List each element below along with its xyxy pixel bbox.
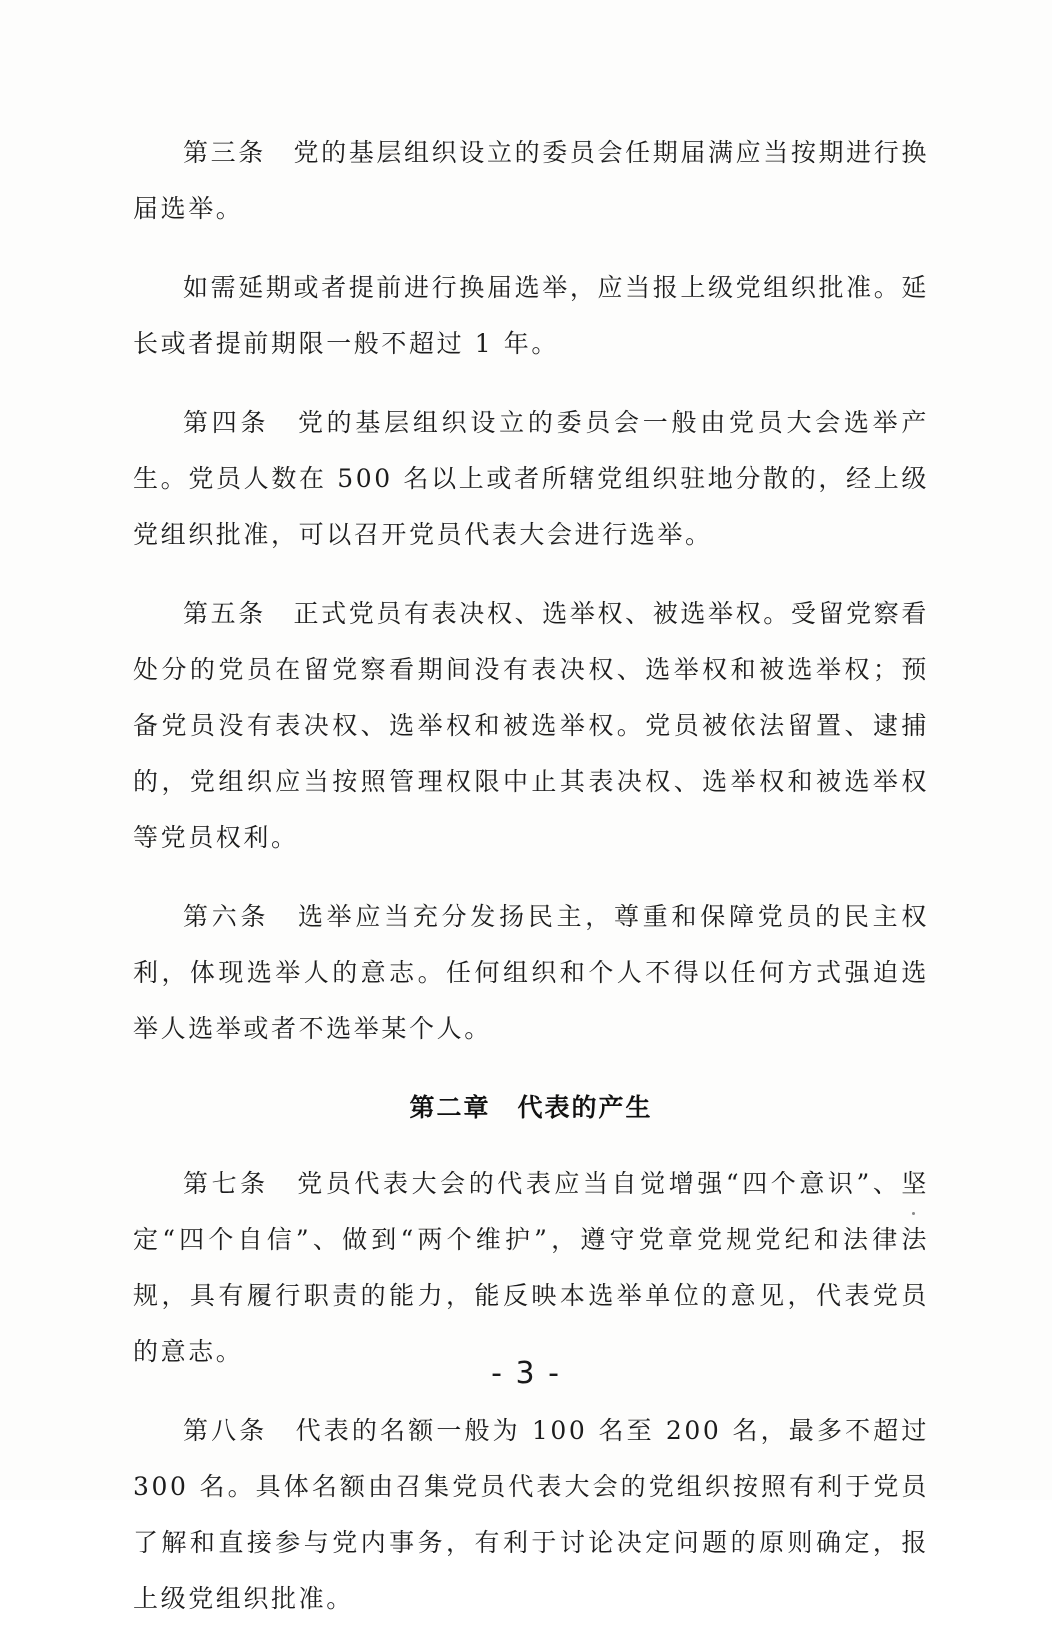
article-7: 第七条 党员代表大会的代表应当自觉增强“四个意识”、坚定“四个自信”、做到“两个维护”，遵守党章党规党纪和法律法规，具有履行职责的能力，能反映本选举单位的意见，代表党员的意志。 <box>133 1169 929 1366</box>
page-number: - 3 - <box>491 1356 561 1391</box>
article-6: 第六条 选举应当充分发扬民主，尊重和保障党员的民主权利，体现选举人的意志。任何组织和个人不得以任何方式强迫选举人选举或者不选举某个人。 <box>133 902 929 1043</box>
article-8: 第八条 代表的名额一般为 100 名至 200 名，最多不超过 300 名。具体名额由召集党员代表大会的党组织按照有利于党员了解和直接参与党内事务，有利于讨论决定问题的原则确定，报上级党组织批准。 <box>133 1416 929 1613</box>
article-3-extension: 如需延期或者提前进行换届选举，应当报上级党组织批准。延长或者提前期限一般不超过 1 年。 <box>133 273 929 358</box>
article-5: 第五条 正式党员有表决权、选举权、被选举权。受留党察看处分的党员在留党察看期间没有表决权、选举权和被选举权；预备党员没有表决权、选举权和被选举权。党员被依法留置、逮捕的，党组织应当按照管理权限中止其表决权、选举权和被选举权等党员权利。 <box>133 599 929 852</box>
document-body <box>133 125 929 1627</box>
scan-speck <box>912 1212 915 1215</box>
chapter-heading: 第二章 代表的产生 <box>409 1093 653 1122</box>
article-4: 第四条 党的基层组织设立的委员会一般由党员大会选举产生。党员人数在 500 名以上或者所辖党组织驻地分散的，经上级党组织批准，可以召开党员代表大会进行选举。 <box>133 408 929 549</box>
article-3: 第三条 党的基层组织设立的委员会任期届满应当按期进行换届选举。 <box>133 138 929 223</box>
